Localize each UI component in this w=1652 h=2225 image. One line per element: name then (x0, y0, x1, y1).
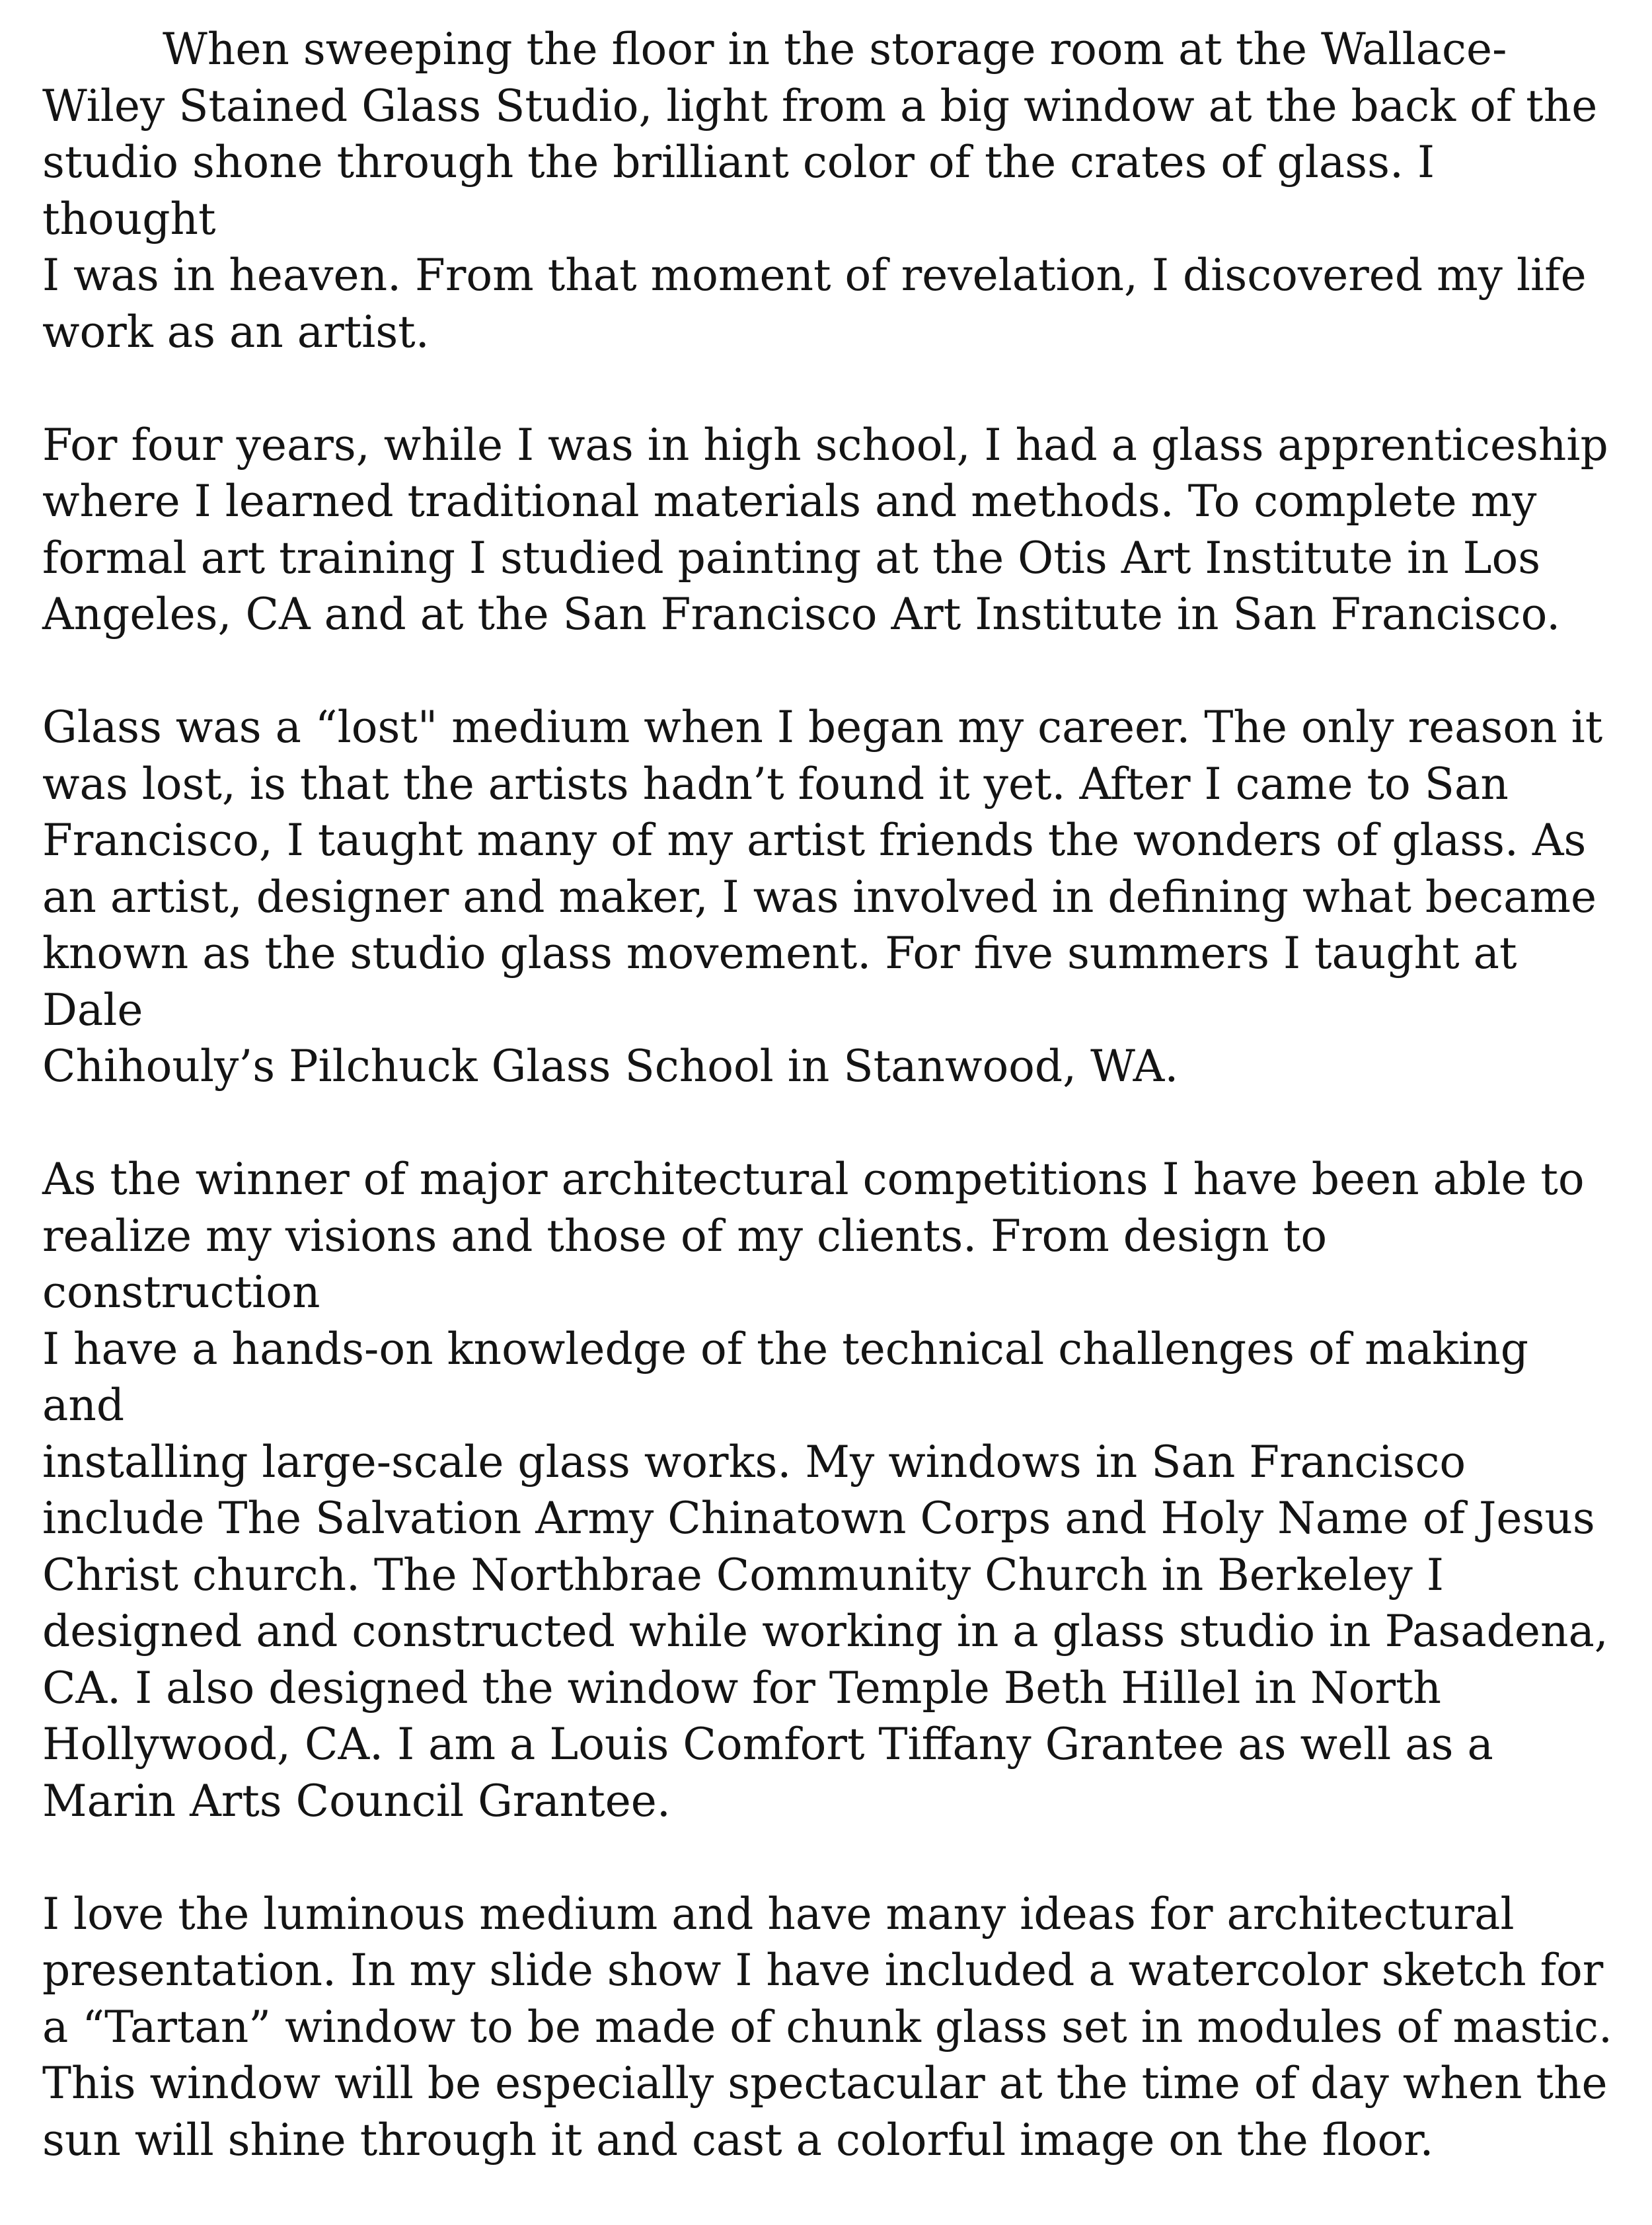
paragraph-commissions: As the winner of major architectural competitions I have been able to realize my visions and those of my clients. From design to construction I have a hands-on knowledge of the technical challenges of making and installing large-scale glass works. My windows in San Francisco include The Salvation Army Chinatown Corps and Holy Name of Jesus Christ church. The Northbrae Community Church in Berkeley I designed and constructed while working in a glass studio in Pasadena, CA. I also designed the window for Temple Beth Hillel in North Hollywood, CA. I am a Louis Comfort Tiffany Grantee as well as a Marin Arts Council Grantee. (42, 1154, 1608, 1827)
paragraph-intro: When sweeping the floor in the storage room at the Wallace- Wiley Stained Glass Studio, light from a big window at the back of the studio shone through the brilliant color of the crates of glass. I thought I was in heaven. From that moment of revelation, I discovered my life work as an artist. (42, 24, 1598, 358)
paragraph-lost-medium: Glass was a “lost" medium when I began my career. The only reason it was lost, is that the artists hadn’t found it yet. After I came to San Francisco, I taught many of my artist friends the wonders of glass. As an artist, designer and maker, I was involved in defining what became known as the studio glass movement. For five summers I taught at Dale Chihouly’s Pilchuck Glass School in Stanwood, WA. (42, 702, 1603, 1092)
paragraph-training: For four years, while I was in high school, I had a glass apprenticeship where I learned traditional materials and methods. To complete my formal art training I studied painting at the Otis Art Institute in Los Angeles, CA and at the San Francisco Art Institute in San Francisco. (42, 419, 1608, 640)
paragraph-vision: I love the luminous medium and have many ideas for architectural presentation. In my slide show I have included a watercolor sketch for a “Tartan” window to be made of chunk glass set in modules of mastic. This window will be especially spectacular at the time of day when the sun will shine through it and cast a colorful image on the floor. (42, 1888, 1612, 2166)
artist-statement-page (42, 21, 1615, 2225)
